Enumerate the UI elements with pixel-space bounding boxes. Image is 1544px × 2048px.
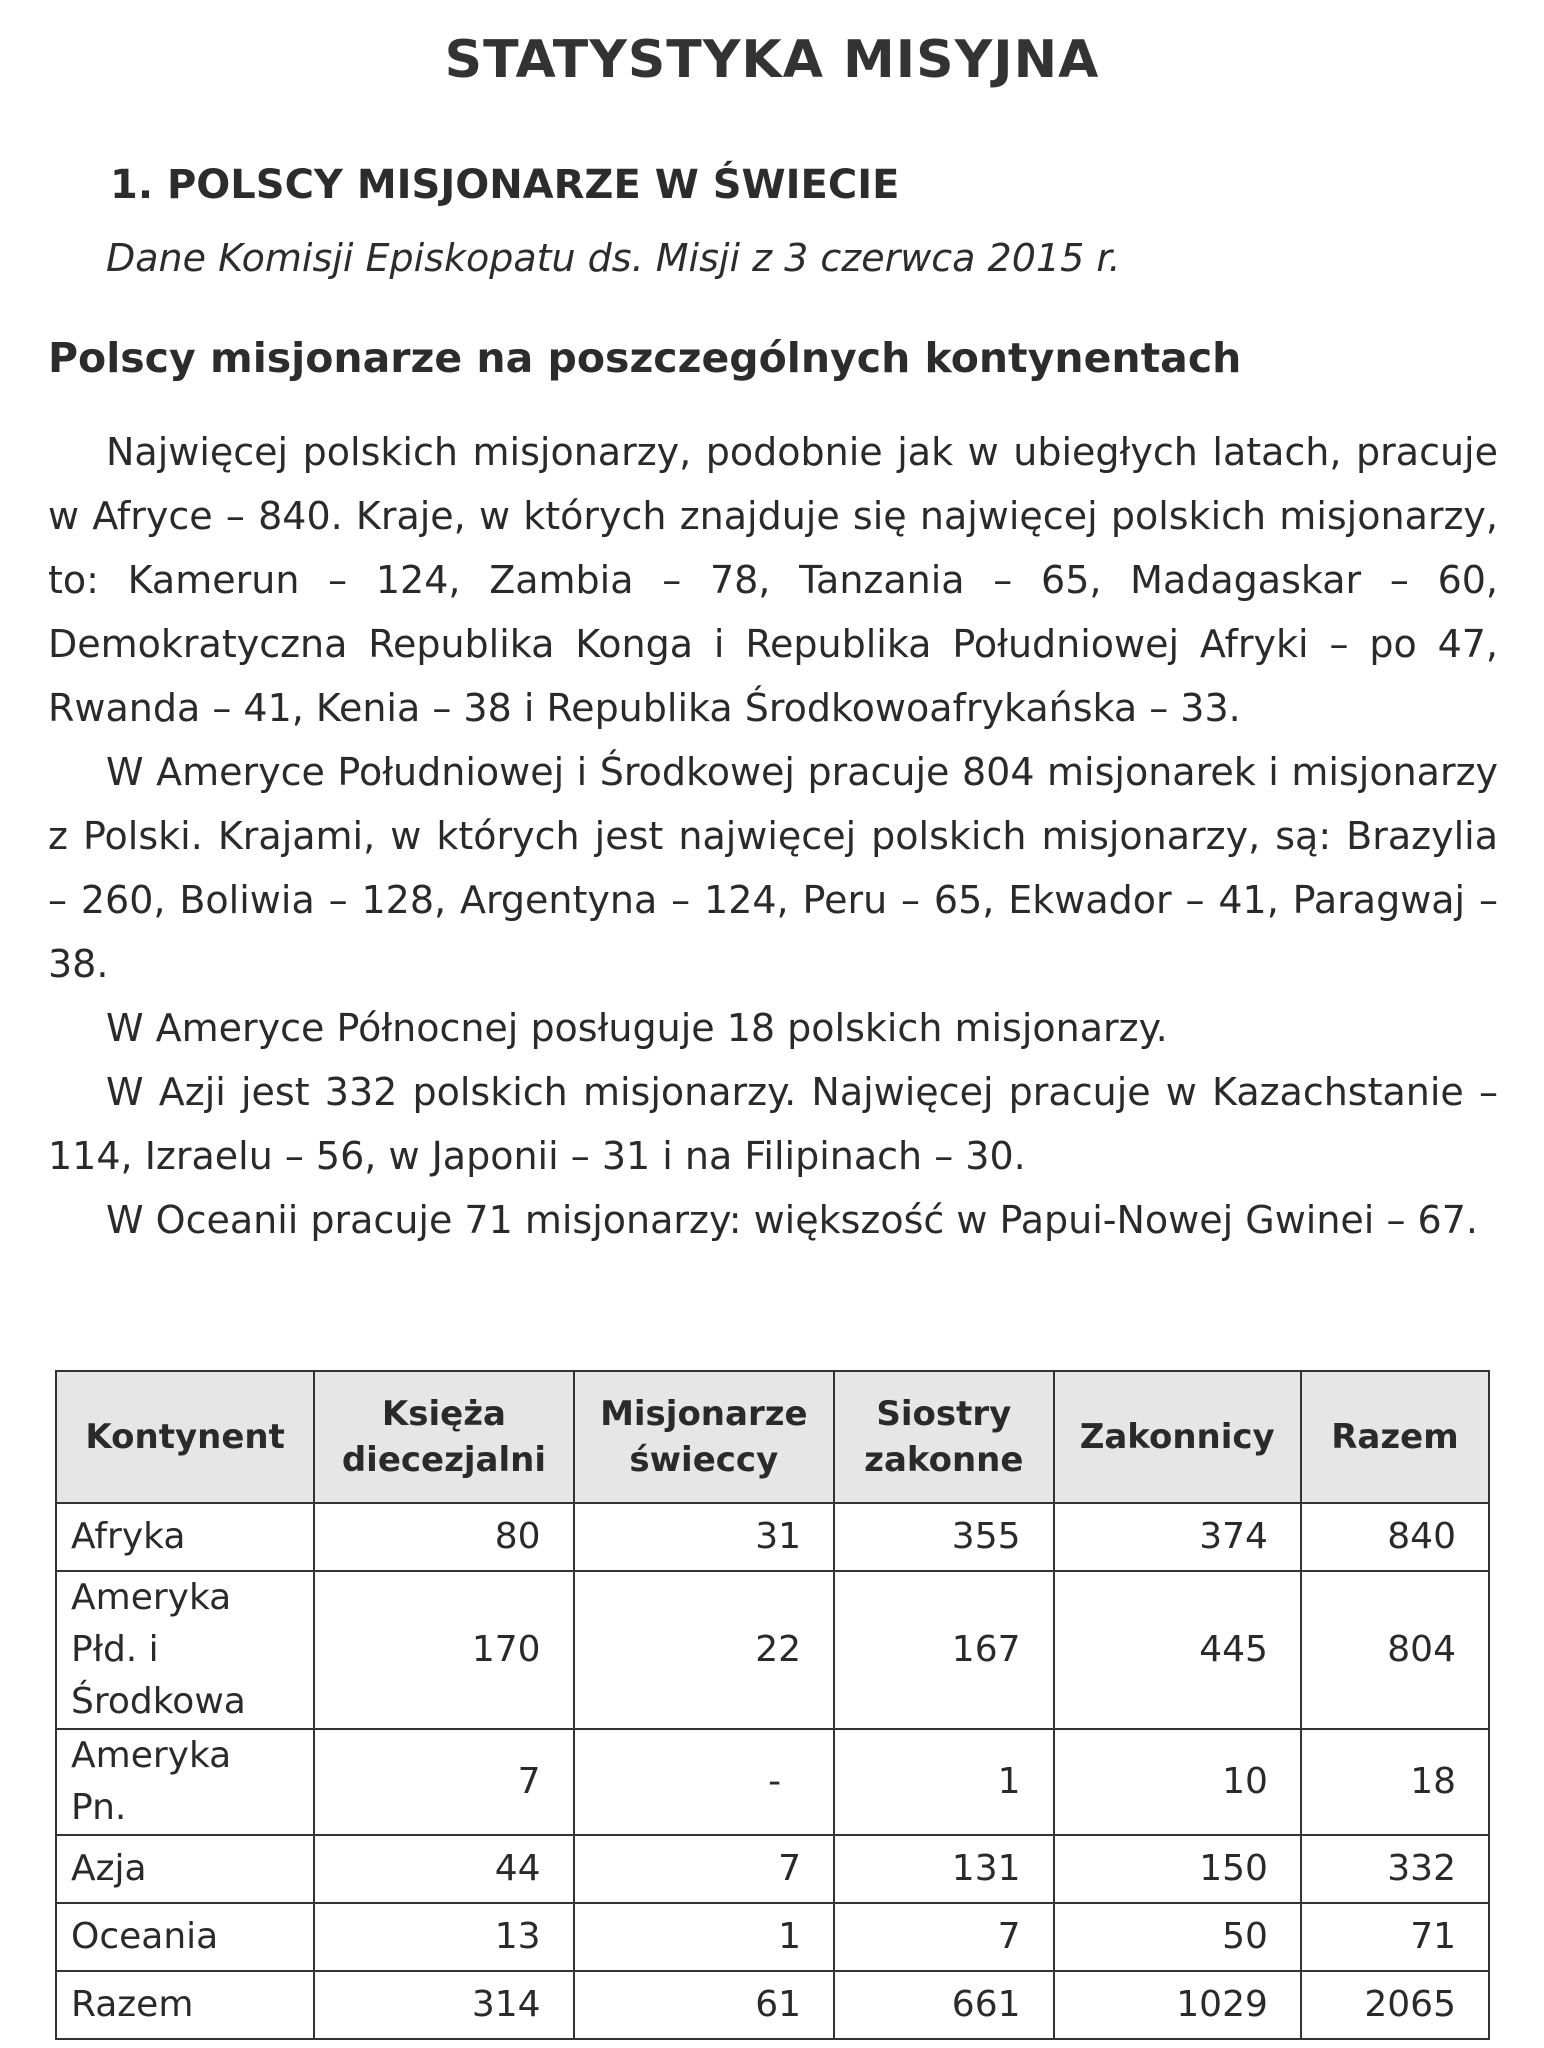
cell-swieccy: - — [574, 1729, 835, 1835]
header-siostry: Siostry zakonne — [834, 1371, 1053, 1503]
cell-razem: 840 — [1301, 1503, 1489, 1571]
page-title: STATYSTYKA MISYJNA — [444, 30, 1100, 90]
cell-zakonnicy: 50 — [1054, 1903, 1301, 1971]
cell-siostry: 355 — [834, 1503, 1053, 1571]
cell-ksieza: 314 — [314, 1971, 573, 2039]
paragraph-oceania: W Oceanii pracuje 71 misjonarzy: większość w Papui-Nowej Gwinei – 67. — [106, 1198, 1478, 1242]
cell-razem: 332 — [1301, 1835, 1489, 1903]
table-row — [56, 1503, 1489, 1571]
cell-swieccy: 61 — [574, 1971, 835, 2039]
cell-ksieza: 80 — [314, 1503, 573, 1571]
cell-razem: 71 — [1301, 1903, 1489, 1971]
paragraph-asia: W Azji jest 332 polskich misjonarzy. Najwięcej pracuje w Kazachstanie – 114, Izraelu – 56, w Japonii – 31 i na Filipinach – 30. — [48, 1070, 1498, 1178]
cell-kontynent: Azja — [56, 1835, 314, 1903]
header-kontynent: Kontynent — [56, 1371, 314, 1503]
cell-siostry: 7 — [834, 1903, 1053, 1971]
section-title: 1. POLSCY MISJONARZE W ŚWIECIE — [110, 162, 900, 208]
cell-razem: 18 — [1301, 1729, 1489, 1835]
cell-siostry: 1 — [834, 1729, 1053, 1835]
cell-zakonnicy: 374 — [1054, 1503, 1301, 1571]
cell-ksieza: 170 — [314, 1571, 573, 1729]
cell-kontynent: Afryka — [56, 1503, 314, 1571]
header-ksieza: Księża diecezjalni — [314, 1371, 573, 1503]
paragraph-south-america: W Ameryce Południowej i Środkowej pracuje 804 misjonarek i misjonarzy z Polski. Krajami, w których jest najwięcej polskich misjonarzy, są: Brazylia – 260, Boliwia – 128, Argentyna – 124, Peru – 65, Ekwador – 41, Paragwaj – 38. — [48, 750, 1498, 986]
table-header-row — [56, 1371, 1489, 1503]
table-row-total — [56, 1971, 1489, 2039]
table-row — [56, 1571, 1489, 1729]
cell-swieccy: 1 — [574, 1903, 835, 1971]
missionaries-table — [55, 1370, 1490, 2040]
cell-razem: 2065 — [1301, 1971, 1489, 2039]
source-note: Dane Komisji Episkopatu ds. Misji z 3 czerwca 2015 r. — [106, 236, 1121, 280]
cell-siostry: 661 — [834, 1971, 1053, 2039]
header-swieccy: Misjonarze świeccy — [574, 1371, 835, 1503]
cell-siostry: 131 — [834, 1835, 1053, 1903]
table-row — [56, 1835, 1489, 1903]
cell-razem: 804 — [1301, 1571, 1489, 1729]
cell-kontynent: Oceania — [56, 1903, 314, 1971]
header-zakonnicy: Zakonnicy — [1054, 1371, 1301, 1503]
cell-kontynent: Razem — [56, 1971, 314, 2039]
cell-swieccy: 7 — [574, 1835, 835, 1903]
cell-zakonnicy: 150 — [1054, 1835, 1301, 1903]
cell-ksieza: 13 — [314, 1903, 573, 1971]
cell-ksieza: 7 — [314, 1729, 573, 1835]
cell-ksieza: 44 — [314, 1835, 573, 1903]
cell-swieccy: 22 — [574, 1571, 835, 1729]
cell-zakonnicy: 10 — [1054, 1729, 1301, 1835]
paragraph-africa: Najwięcej polskich misjonarzy, podobnie jak w ubiegłych latach, pracuje w Afryce – 840. Kraje, w których znajduje się najwięcej polskich misjonarzy, to: Kamerun – 124, Zambia – 78, Tanzania – 65, Madagaskar – 60, Demokratyczna Republika Konga i Republika Południowej Afryki – po 47, Rwanda – 41, Kenia – 38 i Republika Środkowoafrykańska – 33. — [48, 430, 1498, 730]
cell-zakonnicy: 1029 — [1054, 1971, 1301, 2039]
cell-siostry: 167 — [834, 1571, 1053, 1729]
cell-swieccy: 31 — [574, 1503, 835, 1571]
header-razem: Razem — [1301, 1371, 1489, 1503]
table-row — [56, 1903, 1489, 1971]
cell-zakonnicy: 445 — [1054, 1571, 1301, 1729]
cell-kontynent: Ameryka Płd. i Środkowa — [56, 1571, 314, 1729]
paragraph-north-america: W Ameryce Północnej posługuje 18 polskich misjonarzy. — [106, 1006, 1168, 1050]
table-row — [56, 1729, 1489, 1835]
body-text — [48, 420, 1498, 1252]
subsection-title: Polscy misjonarze na poszczególnych kontynentach — [48, 334, 1242, 382]
cell-kontynent: Ameryka Pn. — [56, 1729, 314, 1835]
